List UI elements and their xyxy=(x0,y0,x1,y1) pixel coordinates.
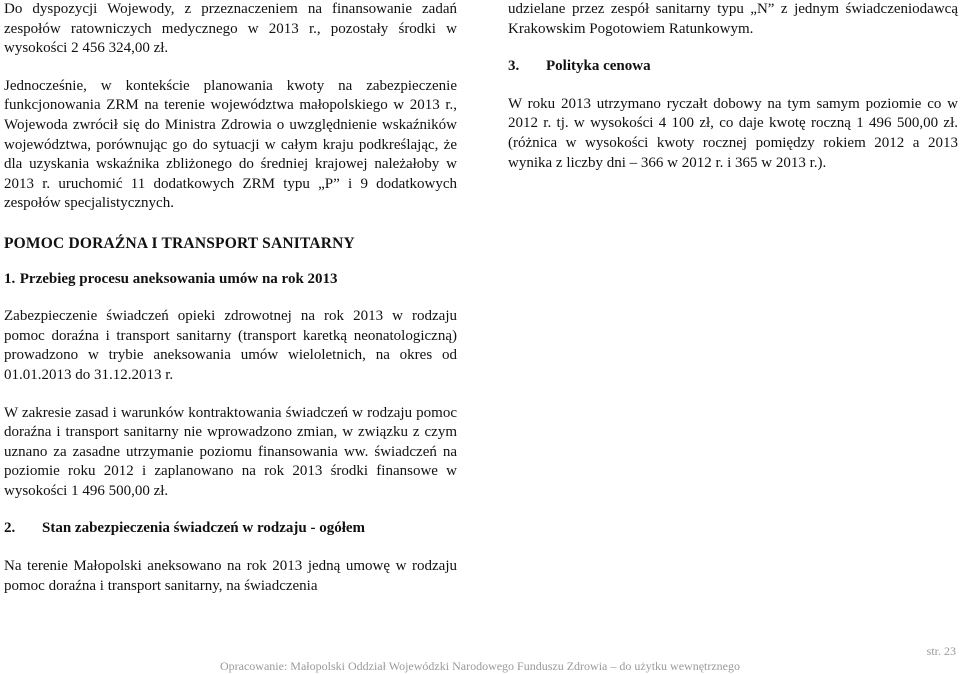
paragraph-malopolska: Na terenie Małopolski aneksowano na rok 2013 jedną umowę w rodzaju pomoc doraźna i transport sanitarny, na świadczenia xyxy=(4,558,457,594)
paragraph-rules: W zakresie zasad i warunków kontraktowania świadczeń w rodzaju pomoc doraźna i transport sanitarny nie wprowadzono zmian, w związku z czym uznano za zasadne utrzymanie poziomu finansowania ww. świadczeń na poziomie roku 2012 i zaplanowano na rok 2013 środki finansowe w wysokości 1 496 500,00 zł. xyxy=(4,404,457,499)
left-column xyxy=(4,0,457,596)
right-column xyxy=(508,0,958,173)
paragraph-planning: Jednocześnie, w kontekście planowania kwoty na zabezpieczenie funkcjonowania ZRM na terenie województwa małopolskiego w 2013 r., Wojewoda zwrócił się do Ministra Zdrowia o uwzględnienie wskaźników województwa, porównując go do sytuacji w całym kraju podkreślając, że dla uzyskania wskaźnika zbliżonego do średniej krajowej należałoby w 2013 r. uruchomić 11 dodatkowych ZRM typu „P” i 9 dodatkowych zespołów specjalistycznych. xyxy=(4,77,457,212)
paragraph-security: Zabezpieczenie świadczeń opieki zdrowotnej na rok 2013 w rodzaju pomoc doraźna i transport sanitarny (transport karetką neonatologiczną) prowadzono w trybie aneksowania umów wieloletnich, na okres od 01.01.2013 do 31.12.2013 r. xyxy=(4,308,457,383)
footer-text: Opracowanie: Małopolski Oddział Wojewódzki Narodowego Funduszu Zdrowia – do użytku wewnętrznego xyxy=(219,659,741,673)
paragraph-pricing: W roku 2013 utrzymano ryczałt dobowy na tym samym poziomie co w 2012 r. tj. w wysokości 4 100 zł, co daje kwotę roczną 1 496 500,00 zł. (różnica w wysokości kwoty rocznej pomiędzy rokiem 2012 a 2013 wynika z liczby dni – 366 w 2012 r. i 365 w 2013 r.). xyxy=(508,95,958,171)
heading-annexing: 1. Przebieg procesu aneksowania umów na rok 2013 xyxy=(4,270,338,287)
page-number: str. 23 xyxy=(926,644,956,658)
paragraph-team: udzielane przez zespół sanitarny typu „N” z jednym świadczeniodawcą Krakowskim Pogotowiem Ratunkowym. xyxy=(508,1,958,37)
section-title: POMOC DORAŹNA I TRANSPORT SANITARNY xyxy=(4,234,355,252)
heading-pricing: 3. Polityka cenowa xyxy=(508,58,651,75)
heading-status: 2. Stan zabezpieczenia świadczeń w rodzaju - ogółem xyxy=(4,520,366,537)
paragraph-funds: Do dyspozycji Wojewody, z przeznaczeniem na finansowanie zadań zespołów ratowniczych medycznego w 2013 r., pozostały środki w wysokości 2 456 324,00 zł. xyxy=(4,1,457,57)
